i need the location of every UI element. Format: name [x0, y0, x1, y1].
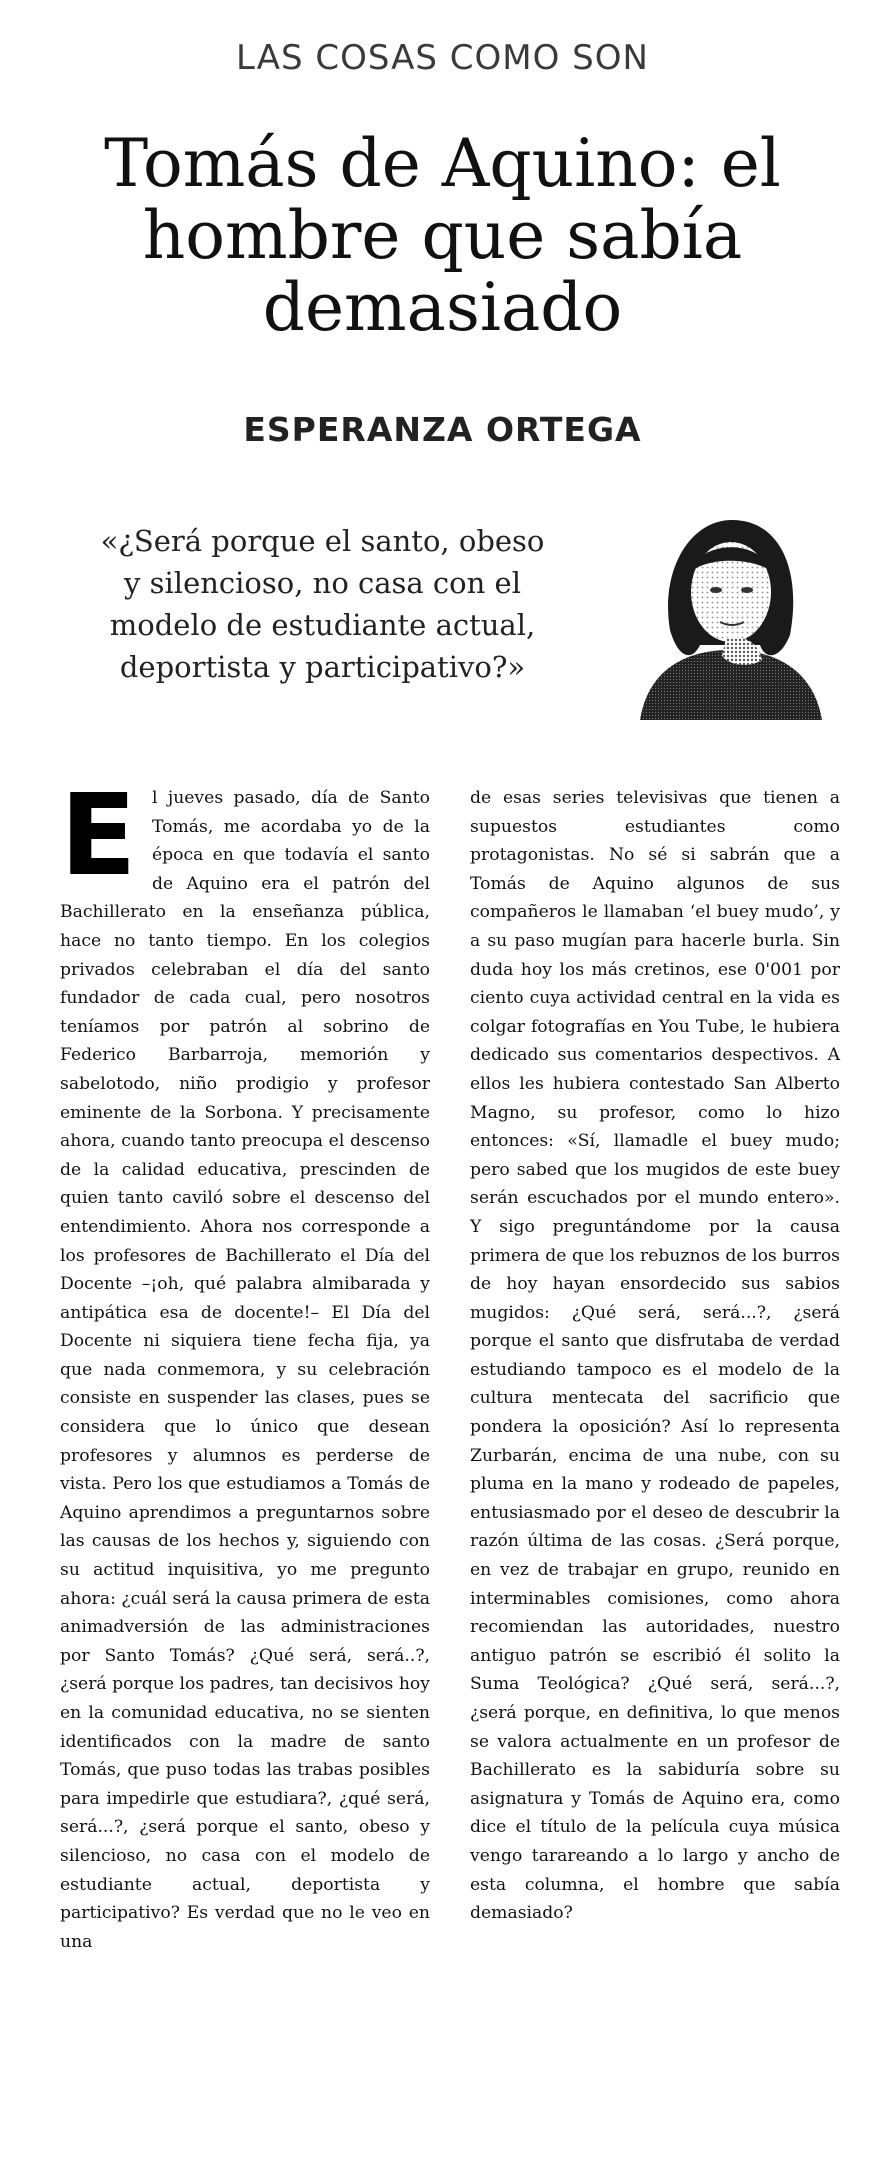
article-body [60, 771, 840, 1956]
article-column-1 [60, 771, 430, 1956]
pull-quote: «¿Será porque el santo, obeso y silencioso, no casa con el modelo de estudiante actual, deportista y participativo?» [100, 524, 545, 684]
drop-cap [60, 771, 142, 901]
author-byline: ESPERANZA ORTEGA [243, 410, 642, 449]
column-2-text: de esas series televisivas que tienen a supuestos estudiantes como protagonistas. No sé si sabrán que a Tomás de Aquino algunos de sus compañeros le llamaban ‘el buey mudo’, y a su paso mugían para hacerle burla. Sin duda hoy los más cretinos, ese 0'001 por ciento cuya actividad central en la vida es colgar fotografías en You Tube, le hubiera dedicado sus comentarios despectivos. A ellos les hubiera contestado San Alberto Magno, su profesor, como lo hizo entonces: «Sí, llamadle el buey mudo; pero sabed que los mugidos de este buey serán escuchados por el mundo entero». Y sigo preguntándome por la causa primera de que los rebuznos de los burros de hoy hayan ensordecido sus sabios mugidos: ¿Qué será, será...?, ¿será porque el santo que disfrutaba de verdad estudiando tampoco es el modelo de la cultura mentecata del sacrificio que pondera la oposición? Así lo representa Zurbarán, encima de una nube, con su pluma en la mano y rodeado de papeles, entusiasmado por el deseo de descubrir la razón última de las cosas. ¿Será porque, en vez de trabajar en grupo, reunido en interminables comisiones, como ahora recomiendan las autoridades, nuestro antiguo patrón se escribió él solito la Suma Teológica? ¿Qué será, será...?, ¿será porque, en definitiva, lo que menos se valora actualmente en un profesor de Bachillerato es la sabiduría sobre su asignatura y Tomás de Aquino era, como dice el título de la película cuya música vengo tarareando a lo largo y ancho de esta columna, el hombre que sabía demasiado? [470, 788, 840, 1924]
portrait-photo-icon [630, 510, 830, 720]
section-heading: LAS COSAS COMO SON [236, 38, 649, 78]
article-headline: Tomás de Aquino: el hombre que sabía demasiado [104, 125, 781, 346]
column-1-text: l jueves pasado, día de Santo Tomás, me acordaba yo de la época en que todavía el santo de Aquino era el patrón del Bachillerato en la enseñanza pública, hace no tanto tiempo. En los colegios privados celebraban el día del santo fundador de cada cual, pero nosotros teníamos por patrón al sobrino de Federico Barbarroja, memorión y sabelotodo, niño prodigio y profesor eminente de la Sorbona. Y precisamente ahora, cuando tanto preocupa el descenso de la calidad educativa, prescinden de quien tanto caviló sobre el descenso del entendimiento. Ahora nos corresponde a los profesores de Bachillerato el Día del Docente –¡oh, qué palabra almibarada y antipática esa de docente!– El Día del Docente ni siquiera tiene fecha fija, ya que nada conmemora, y su celebración consiste en suspender las clases, pues se considera que lo único que desean profesores y alumnos es perderse de vista. Pero los que estudiamos a Tomás de Aquino aprendimos a preguntarnos sobre las causas de los hechos y, siguiendo con su actitud inquisitiva, yo me pregunto ahora: ¿cuál será la causa primera de esta animadversión de las administraciones por Santo Tomás? ¿Qué será, será..?, ¿será porque los padres, tan decisivos hoy en la comunidad educativa, no se sienten identificados con la madre de santo Tomás, que puso todas las trabas posibles para impedirle que estudiara?, ¿qué será, será...?, ¿será porque el santo, obeso y silencioso, no casa con el modelo de estudiante actual, deportista y participativo? Es verdad que no le veo en una [60, 788, 430, 1952]
drop-cap-letter: E [60, 771, 137, 901]
article-column-2 [470, 784, 840, 1956]
author-portrait [630, 510, 830, 720]
